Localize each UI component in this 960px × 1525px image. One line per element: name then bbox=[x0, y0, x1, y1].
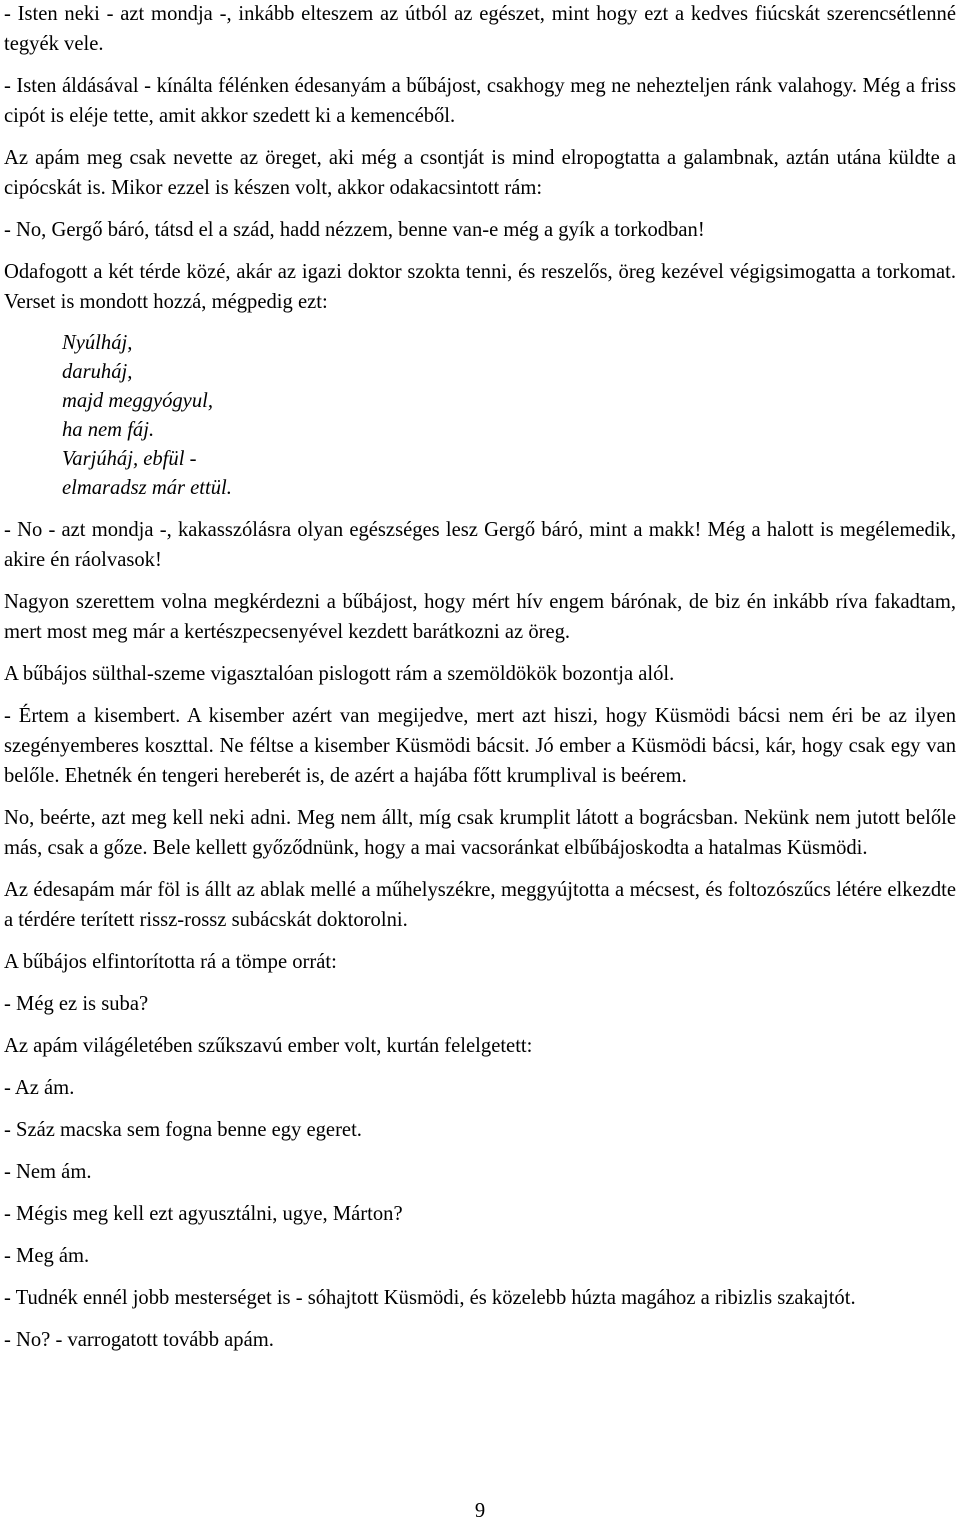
poem-line: majd meggyógyul, bbox=[62, 390, 213, 412]
paragraph: - Meg ám. bbox=[4, 1245, 90, 1267]
paragraph: - Tudnék ennél jobb mesterséget is - sóhajtott Küsmödi, és közelebb húzta magához a ribizlis szakajtót. bbox=[4, 1287, 856, 1309]
paragraph: A bűbájos sülthal-szeme vigasztalóan pislogott rám a szemöldökök bozontja alól. bbox=[4, 663, 675, 685]
paragraph: Nagyon szerettem volna megkérdezni a bűbájost, hogy mért hív engem bárónak, de biz én inkább ríva fakadtam, mert most meg már a kertészpecsenyével kezdett barátkozni az öreg. bbox=[4, 591, 956, 643]
paragraph: - Isten áldásával - kínálta félénken édesanyám a bűbájost, csakhogy meg ne nehezteljen ránk valahogy. Még a friss cipót is eléje tette, amit akkor szedett ki a kemencéből. bbox=[4, 75, 956, 127]
paragraph: - Isten neki - azt mondja -, inkább elteszem az útból az egészet, mint hogy ezt a kedves fiúcskát szerencsétlenné tegyék vele. bbox=[4, 3, 956, 55]
paragraph: No, beérte, azt meg kell neki adni. Meg nem állt, míg csak krumplit látott a bográcsban. Nekünk nem jutott belőle más, csak a gőze. Bele kellett győződnünk, hogy a mai vacsoránkat elbűbájoskodta a hatalmas Küsmödi. bbox=[4, 807, 956, 859]
poem-line: ha nem fáj. bbox=[62, 419, 155, 441]
paragraph: Odafogott a két térde közé, akár az igazi doktor szokta tenni, és reszelős, öreg kezével végigsimogatta a torkomat. Verset is mondott hozzá, mégpedig ezt: bbox=[4, 261, 956, 313]
paragraph: - Még ez is suba? bbox=[4, 993, 149, 1015]
document-page bbox=[4, 0, 956, 1367]
page-number: 9 bbox=[474, 1500, 486, 1522]
paragraph: - Száz macska sem fogna benne egy egeret. bbox=[4, 1119, 362, 1141]
paragraph: Az apám világéletében szűkszavú ember volt, kurtán felelgetett: bbox=[4, 1035, 533, 1057]
paragraph: - Az ám. bbox=[4, 1077, 75, 1099]
poem-line: Varjúháj, ebfül - bbox=[62, 448, 197, 470]
paragraph: - Értem a kisembert. A kisember azért van megijedve, mert azt hiszi, hogy Küsmödi bácsi nem éri be az ilyen szegényemberes koszttal. Ne féltse a kisember Küsmödi bácsit. Jó ember a Küsmödi bácsi, kár, hogy csak egy van belőle. Ehetnék én tengeri hereberét is, de azért a hajába főtt krumplival is beérem. bbox=[4, 705, 956, 787]
paragraph: - No, Gergő báró, tátsd el a szád, hadd nézzem, benne van-e még a gyík a torkodban! bbox=[4, 219, 705, 241]
paragraph: A bűbájos elfintorította rá a tömpe orrát: bbox=[4, 951, 337, 973]
paragraph: - Mégis meg kell ezt agyusztálni, ugye, Márton? bbox=[4, 1203, 403, 1225]
paragraph: Az apám meg csak nevette az öreget, aki még a csontját is mind elropogtatta a galambnak, aztán utána küldte a cipócskát is. Mikor ezzel is készen volt, akkor odakacsintott rám: bbox=[4, 147, 956, 199]
poem-line: Nyúlháj, bbox=[62, 332, 133, 354]
paragraph: Az édesapám már föl is állt az ablak mellé a műhelyszékre, meggyújtotta a mécsest, és foltozószűcs létére elkezdte a térdére terített rissz-rossz subácskát doktorolni. bbox=[4, 879, 956, 931]
poem-line: daruháj, bbox=[62, 361, 133, 383]
paragraph: - No? - varrogatott tovább apám. bbox=[4, 1329, 274, 1351]
poem-line: elmaradsz már ettül. bbox=[62, 477, 232, 499]
poem bbox=[62, 329, 956, 503]
paragraph: - No - azt mondja -, kakasszólásra olyan egészséges lesz Gergő báró, mint a makk! Még a halott is megélemedik, akire én ráolvasok! bbox=[4, 519, 956, 571]
paragraph: - Nem ám. bbox=[4, 1161, 92, 1183]
